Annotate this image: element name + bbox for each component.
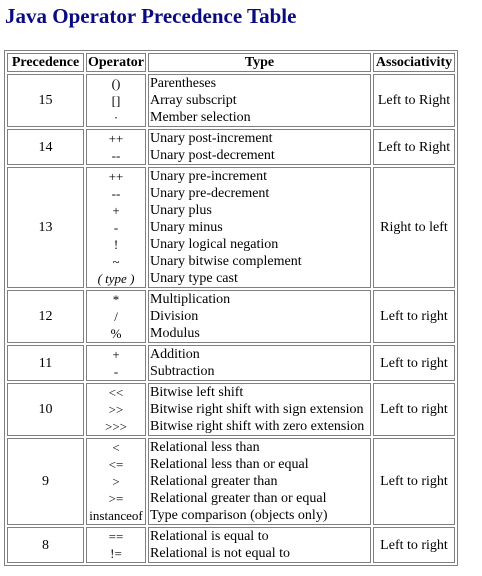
operator-symbol: >>> <box>105 419 127 434</box>
associativity-cell: Left to right <box>373 383 455 436</box>
operator-type: Relational is not equal to <box>150 546 290 561</box>
operator-symbol: · <box>113 110 119 125</box>
operator-symbol: ( type ) <box>97 271 135 286</box>
operator-symbol: < <box>112 440 120 455</box>
operator-symbol: / <box>114 309 118 324</box>
associativity-cell: Left to right <box>373 438 455 525</box>
type-cell <box>148 74 371 127</box>
operator-type: Relational less than <box>150 440 260 455</box>
operator-symbol: >> <box>108 402 124 417</box>
table-header-row <box>7 53 455 72</box>
operator-cell <box>86 527 146 563</box>
operator-cell <box>86 345 146 381</box>
precedence-cell: 9 <box>7 438 84 525</box>
header-associativity: Associativity <box>373 53 455 72</box>
operator-type: Unary logical negation <box>150 237 279 252</box>
table-row <box>7 129 455 165</box>
operator-type: Unary bitwise complement <box>150 254 302 269</box>
operator-symbol: == <box>108 529 124 544</box>
operator-type: Type comparison (objects only) <box>150 508 328 523</box>
operator-symbol: != <box>110 546 122 561</box>
table-row <box>7 383 455 436</box>
header-precedence: Precedence <box>7 53 84 72</box>
type-cell <box>148 129 371 165</box>
operator-cell <box>86 167 146 288</box>
precedence-cell: 14 <box>7 129 84 165</box>
operator-cell <box>86 129 146 165</box>
operator-type: Unary plus <box>150 203 212 218</box>
precedence-cell: 12 <box>7 290 84 343</box>
operator-symbol: * <box>112 292 120 307</box>
precedence-cell: 13 <box>7 167 84 288</box>
type-cell <box>148 290 371 343</box>
operator-symbol: % <box>110 326 122 341</box>
type-cell <box>148 167 371 288</box>
operator-type: Relational less than or equal <box>150 457 309 472</box>
precedence-table <box>4 50 458 566</box>
associativity-cell: Left to right <box>373 290 455 343</box>
operator-cell <box>86 438 146 525</box>
operator-type: Relational greater than <box>150 474 278 489</box>
operator-symbol: ! <box>113 237 119 252</box>
associativity-cell: Left to right <box>373 345 455 381</box>
associativity-cell: Left to Right <box>373 74 455 127</box>
precedence-cell: 11 <box>7 345 84 381</box>
header-operator: Operator <box>86 53 146 72</box>
operator-symbol: + <box>112 203 120 218</box>
operator-type: Subtraction <box>150 364 215 379</box>
table-row <box>7 345 455 381</box>
operator-symbol: <= <box>108 457 124 472</box>
operator-symbol: ~ <box>112 254 120 269</box>
associativity-cell: Left to right <box>373 527 455 563</box>
table-row <box>7 74 455 127</box>
operator-type: Unary pre-increment <box>150 169 267 184</box>
operator-symbol: ++ <box>108 169 124 184</box>
operator-symbol: ++ <box>108 131 124 146</box>
table-row <box>7 167 455 288</box>
operator-symbol: -- <box>111 186 121 201</box>
operator-symbol: >= <box>108 491 124 506</box>
operator-type: Unary minus <box>150 220 223 235</box>
precedence-cell: 8 <box>7 527 84 563</box>
page-title: Java Operator Precedence Table <box>5 4 297 28</box>
operator-type: Modulus <box>150 326 200 341</box>
operator-symbol: instanceof <box>89 508 143 523</box>
operator-type: Multiplication <box>150 292 231 307</box>
operator-type: Division <box>150 309 199 324</box>
table-row <box>7 527 455 563</box>
operator-type: Unary type cast <box>150 271 238 286</box>
operator-type: Unary post-increment <box>150 131 273 146</box>
operator-type: Bitwise left shift <box>150 385 244 400</box>
associativity-cell: Right to left <box>373 167 455 288</box>
operator-type: Relational is equal to <box>150 529 269 544</box>
table-row <box>7 438 455 525</box>
precedence-cell: 15 <box>7 74 84 127</box>
operator-symbol: + <box>112 347 120 362</box>
header-type: Type <box>148 53 371 72</box>
operator-symbol: () <box>111 76 121 91</box>
table-row <box>7 290 455 343</box>
operator-type: Addition <box>150 347 200 362</box>
operator-type: Unary pre-decrement <box>150 186 270 201</box>
operator-type: Relational greater than or equal <box>150 491 327 506</box>
operator-type: Array subscript <box>150 93 237 108</box>
operator-symbol: -- <box>111 148 121 163</box>
table-body <box>7 74 455 563</box>
associativity-cell: Left to Right <box>373 129 455 165</box>
type-cell <box>148 438 371 525</box>
operator-symbol: - <box>113 364 119 379</box>
operator-type: Unary post-decrement <box>150 148 275 163</box>
type-cell <box>148 527 371 563</box>
type-cell <box>148 345 371 381</box>
operator-type: Bitwise right shift with zero extension <box>150 419 365 434</box>
operator-type: Parentheses <box>150 76 217 91</box>
operator-cell <box>86 290 146 343</box>
operator-symbol: > <box>112 474 120 489</box>
operator-type: Bitwise right shift with sign extension <box>150 402 364 417</box>
type-cell <box>148 383 371 436</box>
operator-type: Member selection <box>150 110 251 125</box>
operator-symbol: - <box>113 220 119 235</box>
operator-symbol: << <box>108 385 124 400</box>
operator-symbol: [] <box>111 93 121 108</box>
operator-cell <box>86 383 146 436</box>
operator-cell <box>86 74 146 127</box>
precedence-cell: 10 <box>7 383 84 436</box>
